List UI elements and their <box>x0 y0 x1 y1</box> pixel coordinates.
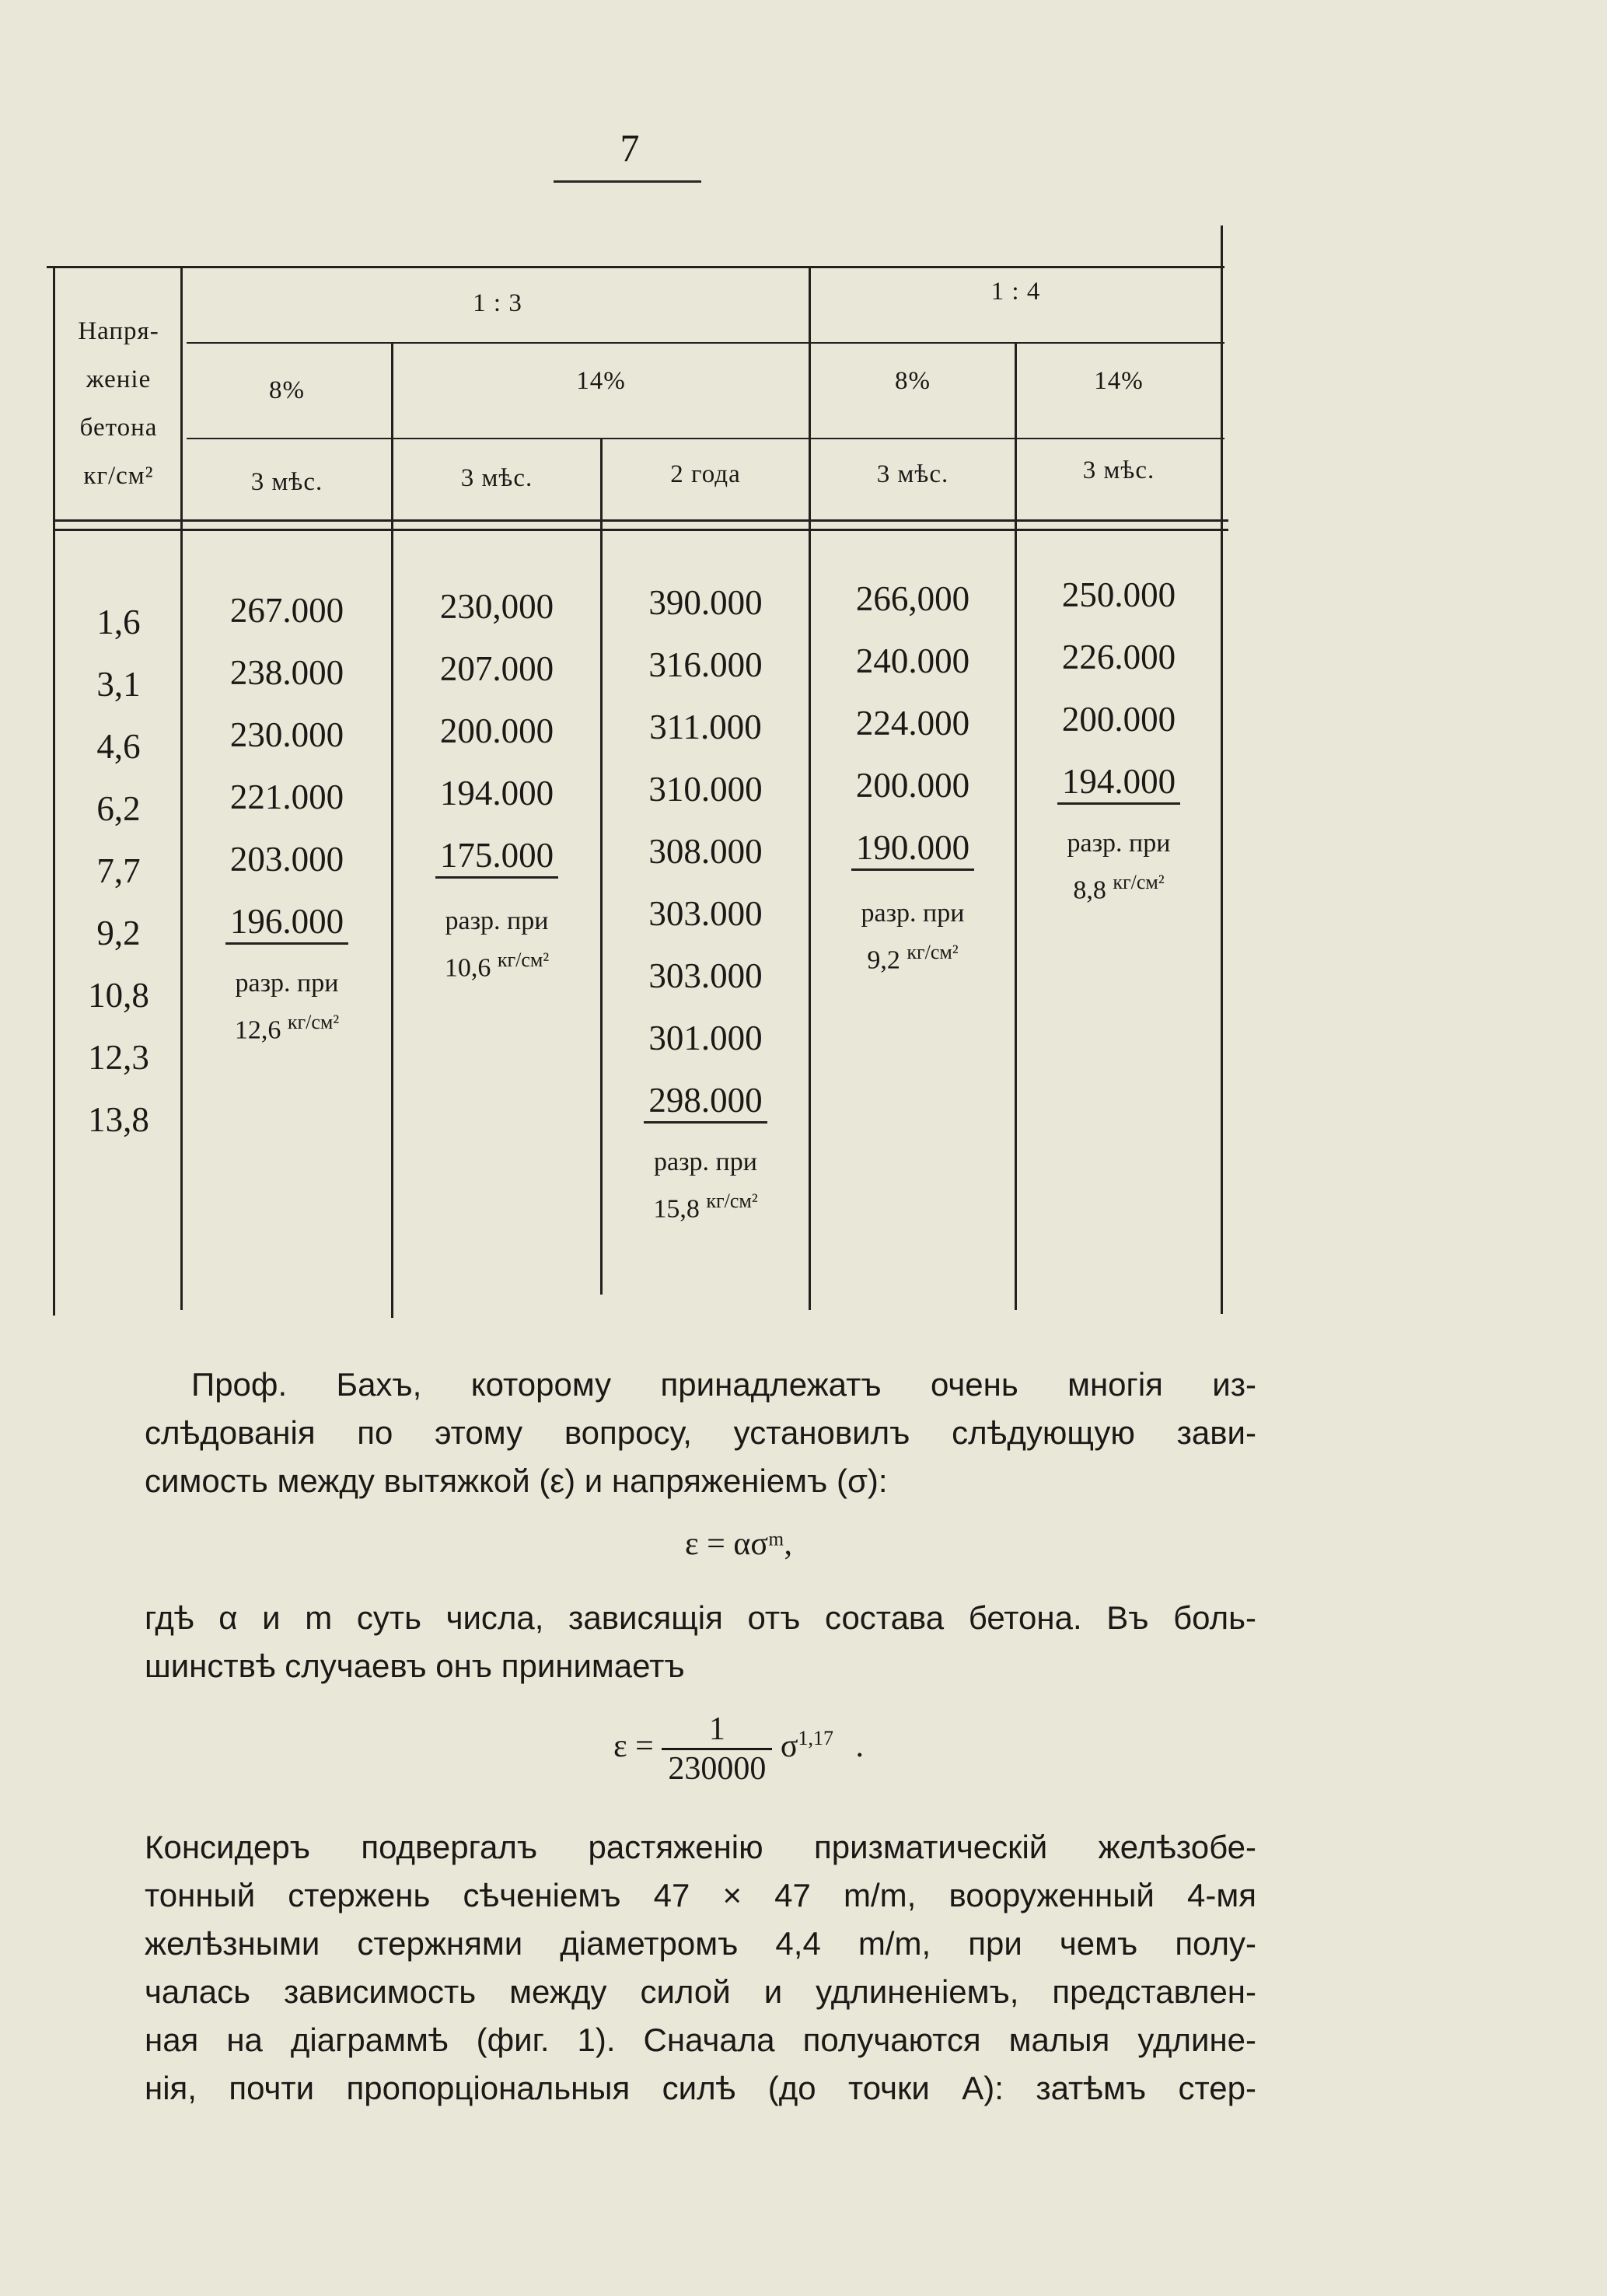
fraction-denominator: 230000 <box>668 1751 767 1787</box>
rupture-note-value: 12,6 $^{кг/см^2}$ <box>234 1011 340 1045</box>
rupture-note <box>603 1143 809 1228</box>
page-number-rule <box>554 180 701 183</box>
text-line: симость между вытяжкой (ε) и напряженіемъ (σ): <box>145 1463 888 1499</box>
stress-value: 13,8 <box>88 1100 149 1139</box>
table-cell: 230,000 <box>439 587 554 626</box>
table-cell: 200.000 <box>439 711 554 750</box>
row-header-unit: кг/см² <box>83 462 154 490</box>
formula-lhs: ε = <box>613 1728 654 1765</box>
table-cell: 390.000 <box>648 583 763 622</box>
rupture-note-label: разр. при <box>861 899 965 928</box>
row-header-line: Напря- <box>78 317 159 345</box>
table-cell: 200.000 <box>855 766 970 805</box>
formula-exponent: 1,17 <box>798 1727 833 1750</box>
stress-value: 7,7 <box>96 851 141 890</box>
rupture-note-label: разр. при <box>445 907 549 935</box>
table-cell-final: 190.000 <box>811 816 1015 879</box>
formula-period: . <box>855 1728 864 1765</box>
paragraph <box>145 1361 1256 1505</box>
formula-power-law: ε = ασᵐ, <box>685 1526 792 1562</box>
age-header: 3 мѣс. <box>1082 456 1155 484</box>
table-cell: 224.000 <box>855 704 970 743</box>
table-cell: 303.000 <box>648 956 763 995</box>
stress-value: 4,6 <box>96 727 141 766</box>
rupture-note-label: разр. при <box>235 969 339 998</box>
table-cell: 310.000 <box>648 770 763 809</box>
fraction-numerator: 1 <box>662 1711 772 1750</box>
pct-header: 8% <box>269 376 305 404</box>
table-cell-final: 194.000 <box>1017 750 1221 813</box>
table-cell: 311.000 <box>649 708 762 746</box>
text-line: желѣзными стержнями діаметромъ 4,4 m/m, при чемъ полу- <box>145 1925 1256 1962</box>
table-cell: 266,000 <box>855 579 970 618</box>
table-cell: 303.000 <box>648 894 763 933</box>
table-cell: 194.000 <box>439 774 554 813</box>
table-cell: 226.000 <box>1061 638 1176 676</box>
paragraph <box>145 1823 1256 2113</box>
rupture-note <box>1017 824 1221 910</box>
text-line: нія, почти пропорціональныя силѣ (до точки A): затѣмъ стер- <box>145 2070 1256 2106</box>
text-line: Консидеръ подвергалъ растяженію призматическій желѣзобе- <box>145 1829 1256 1865</box>
header-bottom-rule-2 <box>54 529 1228 531</box>
stress-value: 10,8 <box>88 976 149 1015</box>
text-line: слѣдованія по этому вопросу, установилъ слѣдующую зави- <box>145 1414 1256 1451</box>
text-line: Проф. Бахъ, которому принадлежатъ очень многія из- <box>191 1366 1256 1403</box>
row-header-line: бетона <box>79 414 158 442</box>
table-cell: 203.000 <box>229 840 344 879</box>
table-cell: 221.000 <box>229 778 344 816</box>
pct-header: 14% <box>576 367 626 395</box>
age-header: 3 мѣс. <box>876 460 949 488</box>
rupture-note <box>183 964 391 1050</box>
table-cell: 308.000 <box>648 832 763 871</box>
table-cell: 207.000 <box>439 649 554 688</box>
table-right-rule <box>1221 225 1223 1314</box>
table-left-rule <box>53 266 55 1316</box>
age-header: 3 мѣс. <box>460 464 533 492</box>
rupture-note <box>811 894 1015 980</box>
page-number: 7 <box>620 126 640 169</box>
rupture-note-value: 8,8 $^{кг/см^2}$ <box>1073 871 1165 905</box>
stress-value: 12,3 <box>88 1038 149 1077</box>
table-cell: 230.000 <box>229 715 344 754</box>
group-divider-rule <box>187 342 1224 344</box>
stress-value: 3,1 <box>96 665 141 704</box>
header-bottom-rule-1 <box>54 519 1228 522</box>
formula-sigma: σ <box>780 1728 798 1765</box>
rupture-note-value: 15,8 $^{кг/см^2}$ <box>653 1190 758 1224</box>
rupture-note-label: разр. при <box>654 1148 757 1176</box>
table-cell: 200.000 <box>1061 700 1176 739</box>
group-header-1-4: 1 : 4 <box>990 278 1041 306</box>
rupture-note-value: 10,6 $^{кг/см^2}$ <box>444 949 550 983</box>
stress-value: 9,2 <box>96 914 141 952</box>
age-header: 2 года <box>670 460 741 488</box>
rupture-note <box>393 902 600 987</box>
group-header-1-3: 1 : 3 <box>473 289 522 317</box>
table-cell-final: 196.000 <box>183 890 391 952</box>
formula-bach <box>466 1711 1011 1788</box>
rupture-note-value: 9,2 $^{кг/см^2}$ <box>867 941 959 975</box>
rupture-note-label: разр. при <box>1067 829 1171 858</box>
table-cell: 301.000 <box>648 1019 763 1057</box>
table-cell-final: 175.000 <box>393 824 600 886</box>
pct-header: 8% <box>895 367 931 395</box>
paragraph <box>145 1594 1256 1690</box>
table-cell: 238.000 <box>229 653 344 692</box>
text-line: шинствѣ случаевъ онъ принимаетъ <box>145 1648 685 1684</box>
text-line: ная на діаграммѣ (фиг. 1). Сначала получаются малыя удлине- <box>145 2022 1256 2058</box>
stress-value: 6,2 <box>96 789 141 828</box>
table-cell: 250.000 <box>1061 575 1176 614</box>
text-line: гдѣ α и m суть числа, зависящія отъ состава бетона. Въ боль- <box>145 1599 1256 1636</box>
table-cell: 316.000 <box>648 645 763 684</box>
row-header-line: женіе <box>86 365 152 393</box>
stress-value: 1,6 <box>96 603 141 641</box>
age-header: 3 мѣс. <box>250 468 323 496</box>
table-cell: 267.000 <box>229 591 344 630</box>
elasticity-table <box>47 225 1228 1318</box>
text-line: чалась зависимость между силой и удлиненіемъ, представлен- <box>145 1973 1256 2010</box>
text-line: тонный стержень сѣченіемъ 47 × 47 m/m, вооруженный 4-мя <box>145 1877 1256 1913</box>
formula-fraction <box>662 1711 772 1788</box>
row-header <box>58 307 179 500</box>
table-cell: 240.000 <box>855 641 970 680</box>
table-cell-final: 298.000 <box>603 1069 809 1131</box>
pct-header: 14% <box>1094 367 1144 395</box>
